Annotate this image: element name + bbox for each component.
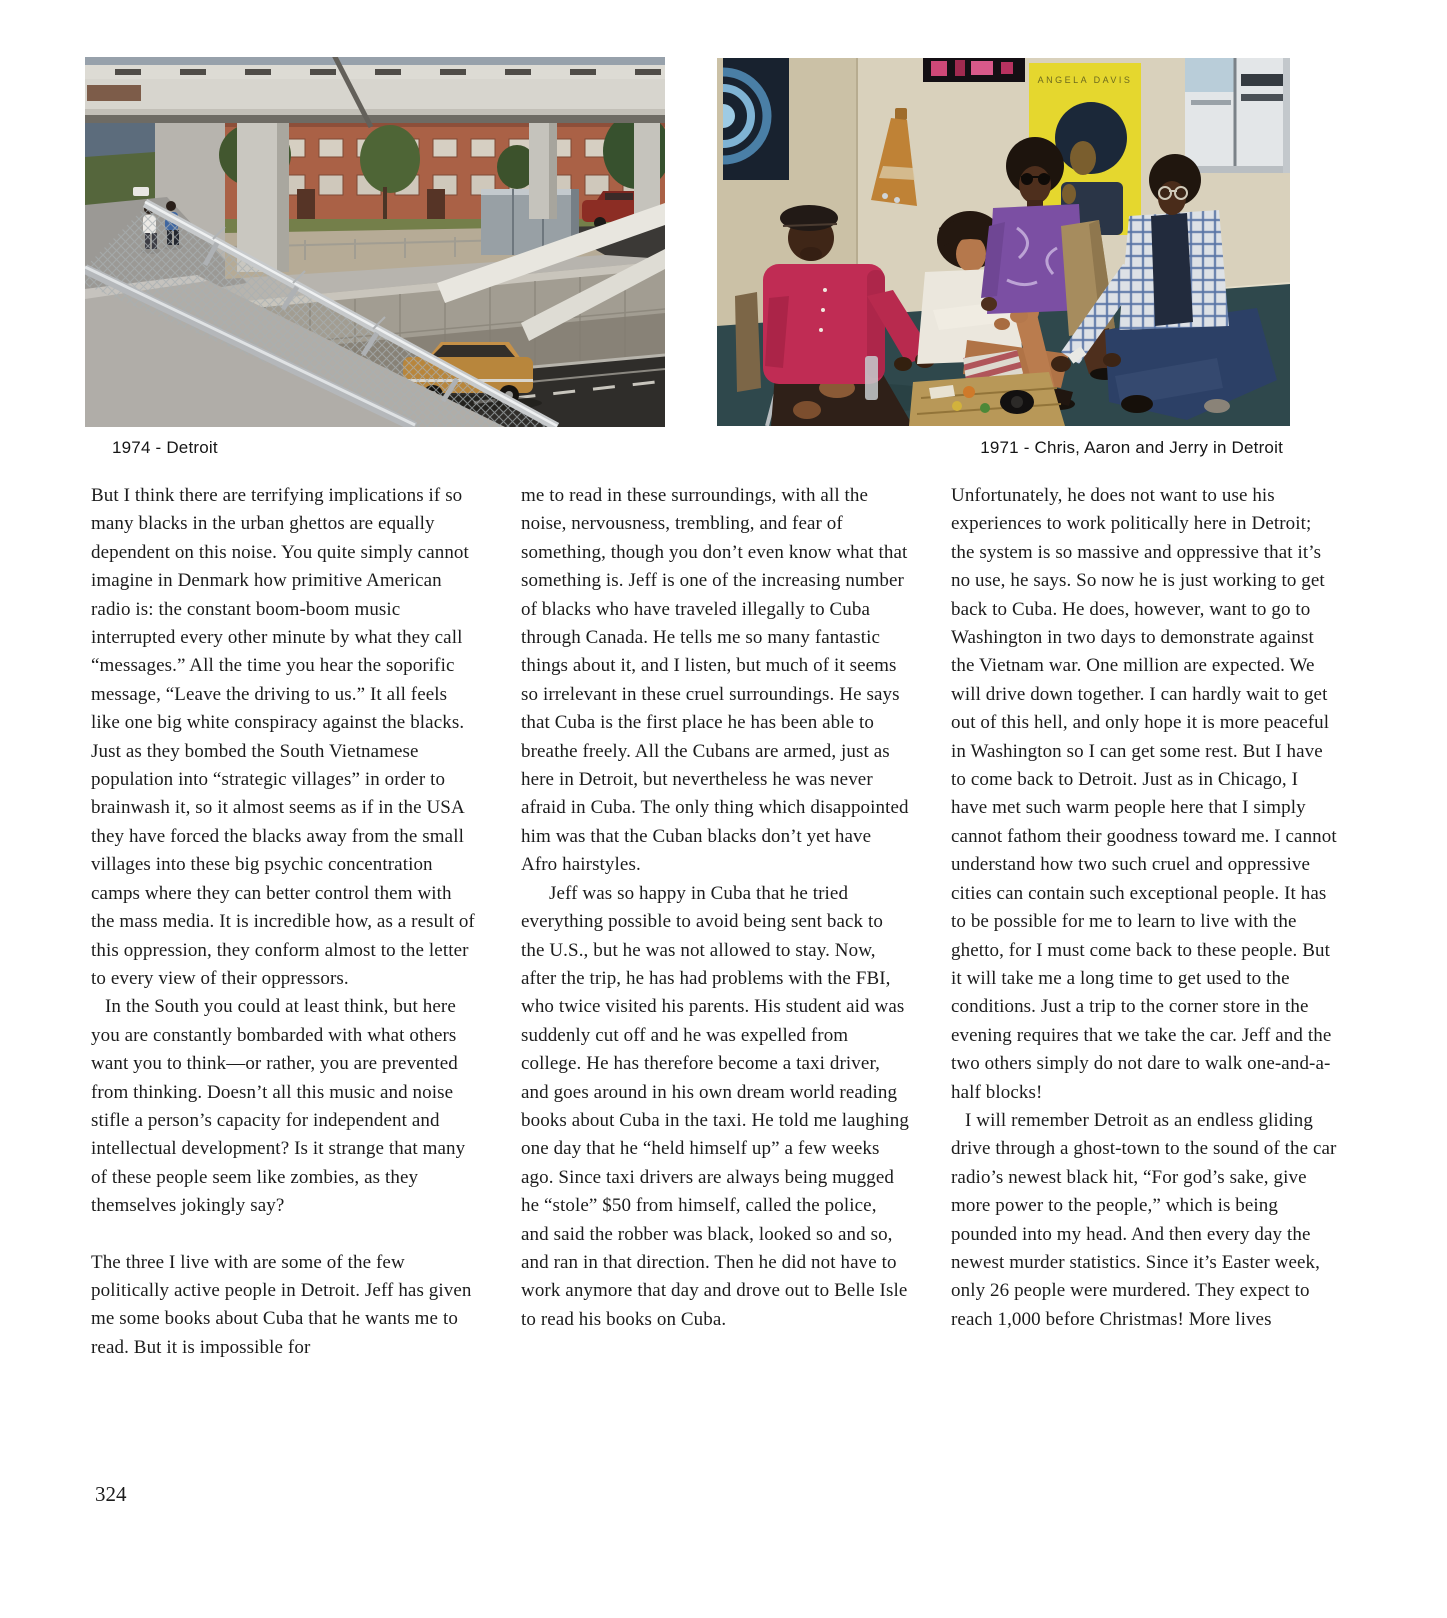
body-text [91, 482, 1339, 1362]
paragraph: Jeff was so happy in Cuba that he tried everything possible to avoid being sent back to the U.S., but he was not allowed to stay. Now, after the trip, he has had problems with the FBI, who twice visited his parents. His student aid was suddenly cut off and he was expelled from college. He has therefore become a taxi driver, and goes around in his own dream world reading books about Cuba in the taxi. He told me laughing one day that he “held himself up” a few weeks ago. Since taxi drivers are always being mugged he “stole” $50 from himself, called the police, and said the robber was black, looked so and so, and ran in that direction. Then he did not have to work anymore that day and drove out to Belle Isle to read his books on Cuba. [521, 882, 910, 1330]
freeway-photo [85, 57, 665, 427]
small-poster [923, 58, 1025, 82]
right-photo-caption: 1971 - Chris, Aaron and Jerry in Detroit [980, 438, 1283, 457]
text-column-3 [951, 482, 1339, 1362]
clearance-sign [87, 85, 141, 101]
paragraph: I will remember Detroit as an endless gliding drive through a ghost-town to the sound of the car radio’s newest black hit, “For god’s sake, give more power to the people,” which is being pounded into my head. And then every day the newest murder statistics. Since it’s Easter week, only 26 people were murdered. They expect to reach 1,000 before Christmas! More lives [951, 1109, 1337, 1330]
paragraph: In the South you could at least think, but here you are constantly bombarded with what others want you to think—or rather, you are prevented from thinking. Doesn’t all this music and noise stifle a person’s capacity for independent and intellectual development? Is it strange that many of these people seem like zombies, as they themselves jokingly say? [91, 996, 466, 1217]
appliance [1185, 58, 1290, 173]
group-photo-illustration [717, 58, 1290, 426]
paragraph: The three I live with are some of the few politically active people in Detroit. Jeff has given me some books about Cuba that he wants me to read. But it is impossible for [91, 1251, 472, 1358]
text-column-2 [521, 482, 909, 1362]
overpass-bridge [85, 57, 665, 127]
page-number: 324 [95, 1482, 127, 1506]
paragraph: me to read in these surroundings, with all the noise, nervousness, trembling, and fear of something, though you don’t even know what that something is. Jeff is one of the increasing number of blacks who have traveled illegally to Cuba through Canada. He tells me so many fantastic things about it, and I listen, but much of it seems so irrelevant in these cruel surroundings. He says that Cuba is the first place he has been able to breathe freely. All the Cubans are armed, just as here in Detroit, but nevertheless he was never afraid in Cuba. The only thing which disappointed him was that the Cuban blacks don’t yet have Afro hairstyles. [521, 485, 909, 876]
freeway-photo-illustration [85, 57, 665, 427]
poster-text: ANGELA DAVIS [1037, 75, 1133, 85]
text-column-1 [91, 482, 479, 1362]
group-photo [717, 58, 1290, 426]
paragraph: But I think there are terrifying implications if so many blacks in the urban ghettos are equally dependent on this noise. You quite simply cannot imagine in Denmark how primitive American radio is: the constant boom-boom music interrupted every other minute by what they call “messages.” All the time you hear the soporific message, “Leave the driving to us.” It all feels like one big white conspiracy against the blacks. Just as they bombed the South Vietnamese population into “strategic villages” in order to brainwash it, so it almost seems as if in the USA they have forced the blacks away from the small villages into these big psychic concentration camps where they can better control them with the mass media. It is incredible how, as a result of this oppression, they conform almost to the letter to every view of their oppressors. [91, 485, 475, 989]
paragraph: Unfortunately, he does not want to use his experiences to work politically here in Detroit; the system is so massive and oppressive that it’s no use, he says. So now he is just working to get back to Cuba. He does, however, want to go to Washington in two days to demonstrate against the Vietnam war. One million are expected. We will drive down together. I can hardly wait to get out of this hell, and only hope it is more peaceful in Washington so I can get some rest. But I have to come back to Detroit. Just as in Chicago, I have met such warm people here that I simply cannot fathom their goodness toward me. I cannot understand how two such cruel and oppressive cities can contain such exceptional people. It has to be possible for me to learn to live with the ghetto, for I must come back to these people. But it will take me a long time to get used to the conditions. Just a trip to the corner store in the evening requires that we take the car. Jeff and the two others simply do not dare to walk one-and-a-half blocks! [951, 485, 1337, 1103]
left-photo-caption: 1974 - Detroit [112, 438, 218, 457]
blue-poster [717, 58, 789, 180]
